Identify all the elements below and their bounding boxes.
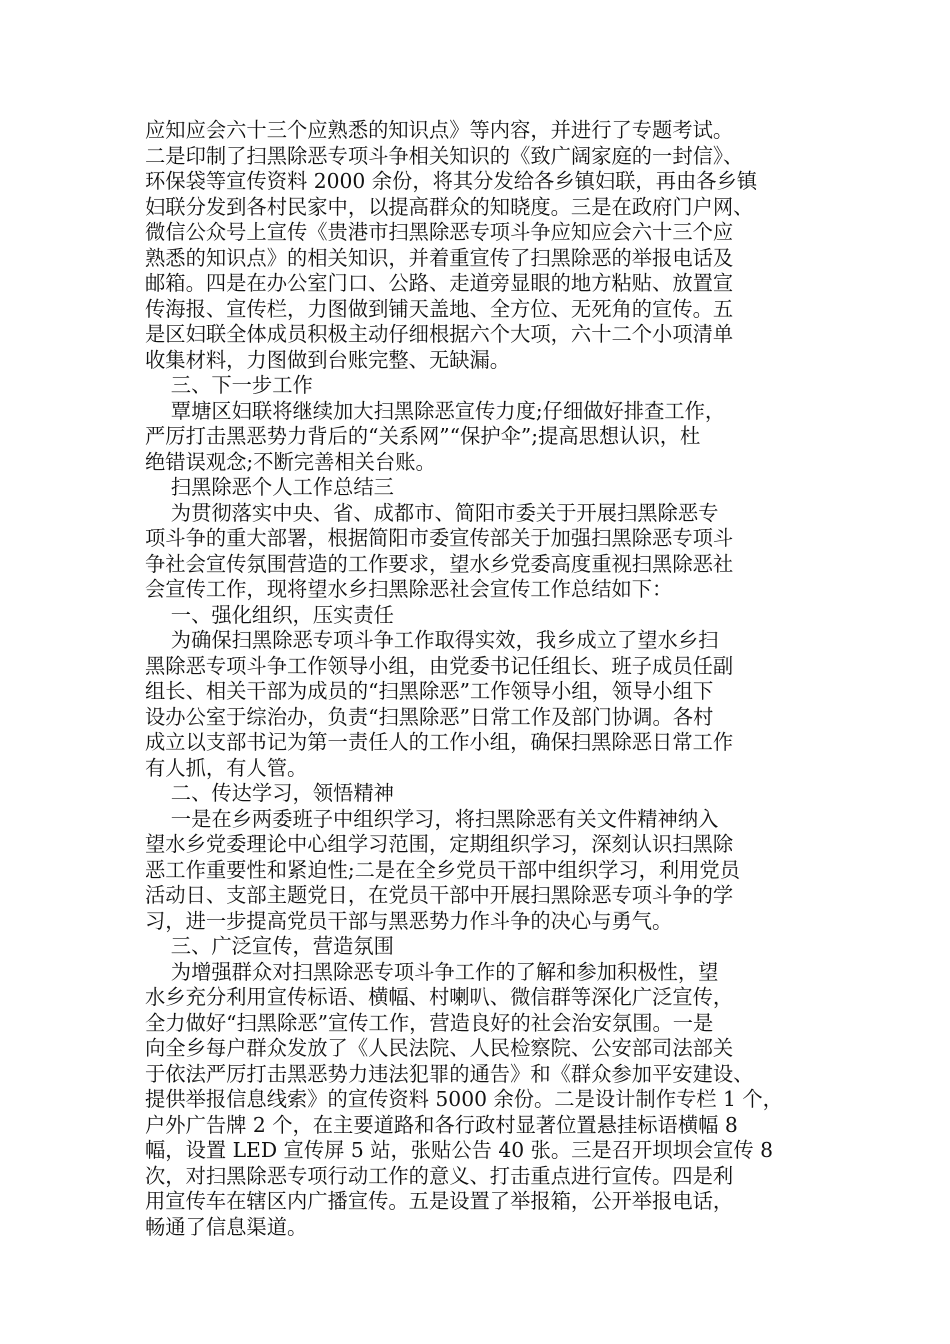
- text-line: 活动日、支部主题党日，在党员干部中开展扫黑除恶专项斗争的学: [145, 883, 734, 907]
- text-line: 提供举报信息线索》的宣传资料 5000 余份。二是设计制作专栏 1 个，: [145, 1087, 783, 1111]
- document-body: [145, 118, 817, 1240]
- text-line: 成立以支部书记为第一责任人的工作小组，确保扫黑除恶日常工作: [145, 730, 734, 754]
- text-line: 为确保扫黑除恶专项斗争工作取得实效，我乡成立了望水乡扫: [145, 628, 719, 652]
- text-line: 争社会宣传氛围营造的工作要求，望水乡党委高度重视扫黑除恶社: [145, 551, 734, 576]
- text-line: 会宣传工作，现将望水乡扫黑除恶社会宣传工作总结如下：: [145, 577, 673, 601]
- text-line: 黑除恶专项斗争工作领导小组，由党委书记任组长、班子成员任副: [145, 653, 734, 678]
- text-line: 三、下一步工作: [145, 373, 313, 397]
- text-line: 幅，设置 LED 宣传屏 5 站，张贴公告 40 张。三是召开坝坝会宣传 8: [145, 1138, 774, 1162]
- text-line: 户外广告牌 2 个，在主要道路和各行政村显著位置悬挂标语横幅 8: [145, 1112, 738, 1137]
- text-line: 环保袋等宣传资料 2000 余份，将其分发给各乡镇妇联，再由各乡镇: [145, 169, 758, 193]
- text-line: 望水乡党委理论中心组学习范围，定期组织学习，深刻认识扫黑除: [145, 832, 734, 856]
- text-line: 是区妇联全体成员积极主动仔细根据六个大项，六十二个小项清单: [145, 322, 734, 346]
- text-line: 向全乡每户群众发放了《人民法院、人民检察院、公安部司法部关: [145, 1036, 734, 1060]
- text-line: 三、广泛宣传，营造氛围: [145, 934, 394, 958]
- text-line: 为贯彻落实中央、省、成都市、简阳市委关于开展扫黑除恶专: [145, 500, 719, 525]
- text-line: 覃塘区妇联将继续加大扫黑除恶宣传力度;仔细做好排查工作，: [145, 398, 726, 423]
- text-line: 扫黑除恶个人工作总结三: [145, 475, 394, 499]
- text-line: 传海报、宣传栏，力图做到铺天盖地、全方位、无死角的宣传。五: [145, 296, 734, 321]
- text-line: 于依法严厉打击黑恶势力违法犯罪的通告》和《群众参加平安建设、: [145, 1061, 754, 1086]
- text-line: 水乡充分利用宣传标语、横幅、村喇叭、微信群等深化广泛宣传，: [145, 985, 734, 1009]
- text-line: 用宣传车在辖区内广播宣传。五是设置了举报箱，公开举报电话，: [145, 1189, 734, 1213]
- text-line: 习，进一步提高党员干部与黑恶势力作斗争的决心与勇气。: [145, 908, 673, 933]
- text-line: 微信公众号上宣传《贵港市扫黑除恶专项斗争应知应会六十三个应: [145, 220, 734, 244]
- text-line: 邮箱。四是在办公室门口、公路、走道旁显眼的地方粘贴、放置宣: [145, 271, 734, 295]
- text-line: 二是印制了扫黑除恶专项斗争相关知识的《致广阔家庭的一封信》、: [145, 143, 744, 168]
- text-line: 恶工作重要性和紧迫性;二是在全乡党员干部中组织学习，利用党员: [145, 857, 740, 882]
- text-line: 收集材料，力图做到台账完整、无缺漏。: [145, 347, 511, 372]
- text-line: 项斗争的重大部署，根据简阳市委宣传部关于加强扫黑除恶专项斗: [145, 526, 734, 550]
- text-line: 一是在乡两委班子中组织学习，将扫黑除恶有关文件精神纳入: [145, 806, 719, 831]
- text-line: 有人抓，有人管。: [145, 755, 308, 780]
- text-line: 妇联分发到各村民家中，以提高群众的知晓度。三是在政府门户网、: [145, 194, 754, 219]
- text-line: 全力做好“扫黑除恶”宣传工作，营造良好的社会治安氛围。一是: [145, 1010, 714, 1035]
- text-line: 严厉打击黑恶势力背后的“关系网”“保护伞”;提高思想认识，杜: [145, 424, 701, 448]
- text-line: 畅通了信息渠道。: [145, 1214, 308, 1239]
- text-line: 熟悉的知识点》的相关知识，并着重宣传了扫黑除恶的举报电话及: [145, 245, 734, 270]
- text-line: 绝错误观念;不断完善相关台账。: [145, 449, 436, 474]
- text-line: 为增强群众对扫黑除恶专项斗争工作的了解和参加积极性，望: [145, 959, 719, 984]
- text-line: 次，对扫黑除恶专项行动工作的意义、打击重点进行宣传。四是利: [145, 1163, 734, 1188]
- text-line: 一、强化组织，压实责任: [145, 602, 394, 627]
- text-line: 二、传达学习，领悟精神: [145, 781, 394, 805]
- text-line: 应知应会六十三个应熟悉的知识点》等内容，并进行了专题考试。: [145, 118, 734, 142]
- text-line: 设办公室于综治办，负责“扫黑除恶”日常工作及部门协调。各村: [145, 704, 714, 729]
- text-line: 组长、相关干部为成员的“扫黑除恶”工作领导小组，领导小组下: [145, 679, 714, 703]
